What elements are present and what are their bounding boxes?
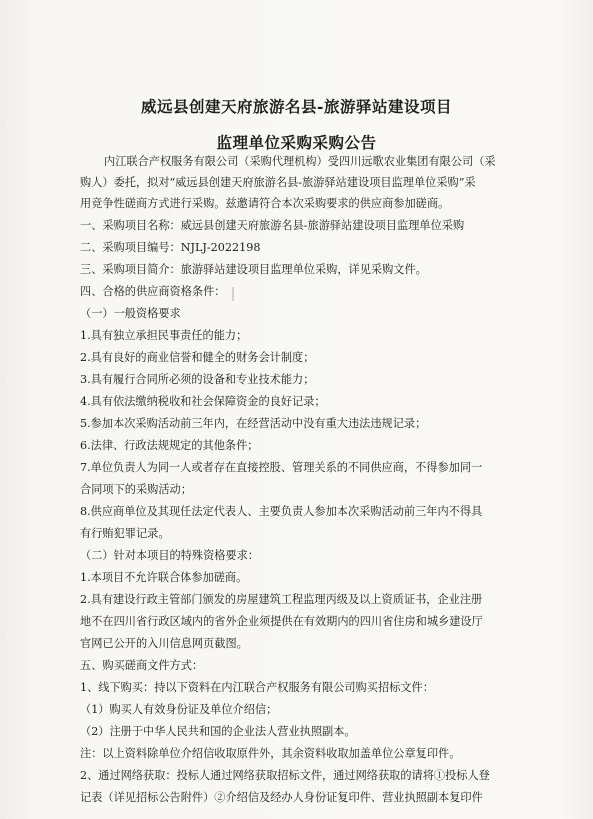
requirement-item: 7.单位负责人为同一人或者存在直接控股、管理关系的不同供应商，不得参加同一 <box>80 461 483 474</box>
requirement-item-continued: 地不在四川省行政区域内的省外企业须提供在有效期内的四川省住房和城乡建设厅 <box>80 615 483 628</box>
subsection-special-requirements: （二）针对本项目的特殊资格要求： <box>80 549 260 562</box>
purchase-material-item: （1）购买人有效身份证及单位介绍信； <box>80 703 278 716</box>
document-title-line1: 威远县创建天府旅游名县-旅游驿站建设项目 <box>141 97 452 116</box>
purchase-material-item: （2）注册于中华人民共和国的企业法人营业执照副本。 <box>80 725 356 738</box>
subsection-general-requirements: （一）一般资格要求 <box>80 307 181 320</box>
scan-artifact <box>232 287 234 301</box>
section-project-summary: 三、采购项目简介：旅游驿站建设项目监理单位采购，详见采购文件。 <box>80 263 427 276</box>
section-project-name: 一、采购项目名称：威远县创建天府旅游名县-旅游驿站建设项目监理单位采购 <box>80 219 465 232</box>
document-title-line2: 监理单位采购采购公告 <box>216 133 377 152</box>
requirement-item: 2.具有良好的商业信誉和健全的财务会计制度； <box>80 351 315 364</box>
purchase-offline: 1、线下购买：持以下资料在内江联合产权服务有限公司购买招标文件： <box>80 681 434 694</box>
requirement-item: 6.法律、行政法规规定的其他条件； <box>80 439 259 452</box>
requirement-item: 2.具有建设行政主管部门颁发的房屋建筑工程监理丙级及以上资质证书，企业注册 <box>80 593 483 606</box>
requirement-item-continued: 有行贿犯罪记录。 <box>80 527 170 540</box>
purchase-online: 2、通过网络获取：投标人通过网络获取招标文件，通过网络获取的请将①投标人登 <box>80 769 490 782</box>
paragraph-line: 内江联合产权服务有限公司（采购代理机构）受四川远歌农业集团有限公司（采 <box>104 155 496 168</box>
section-qualifications: 四、合格的供应商资格条件： <box>80 285 226 298</box>
requirement-item-continued: 合同项下的采购活动； <box>80 483 192 496</box>
section-purchase-method: 五、购买磋商文件方式： <box>80 659 204 672</box>
section-project-number: 二、采购项目编号：NJLJ-2022198 <box>80 241 261 254</box>
purchase-online-continued: 记表（详见招标公告附件）②介绍信及经办人身份证复印件、营业执照副本复印件 <box>80 791 483 804</box>
requirement-item: 3.具有履行合同所必须的设备和专业技术能力； <box>80 373 315 386</box>
requirement-item: 1.具有独立承担民事责任的能力； <box>80 329 248 342</box>
paragraph-line: 购人）委托，拟对“威远县创建天府旅游名县-旅游驿站建设项目监理单位采购”采 <box>80 176 476 189</box>
requirement-item: 8.供应商单位及其现任法定代表人、主要负责人参加本次采购活动前三年内不得具 <box>80 505 483 518</box>
requirement-item: 4.具有依法缴纳税收和社会保障资金的良好记录； <box>80 395 326 408</box>
requirement-item: 5.参加本次采购活动前三年内，在经营活动中没有重大违法违规记录； <box>80 417 427 430</box>
paragraph-line: 用竞争性磋商方式进行采购。兹邀请符合本次采购要求的供应商参加磋商。 <box>80 197 450 210</box>
purchase-note: 注：以上资料除单位介绍信收取原件外，其余资料收取加盖单位公章复印件。 <box>80 747 461 760</box>
requirement-item-continued: 官网已公开的入川信息网页截图。 <box>80 637 248 650</box>
requirement-item: 1.本项目不允许联合体参加磋商。 <box>80 571 248 584</box>
